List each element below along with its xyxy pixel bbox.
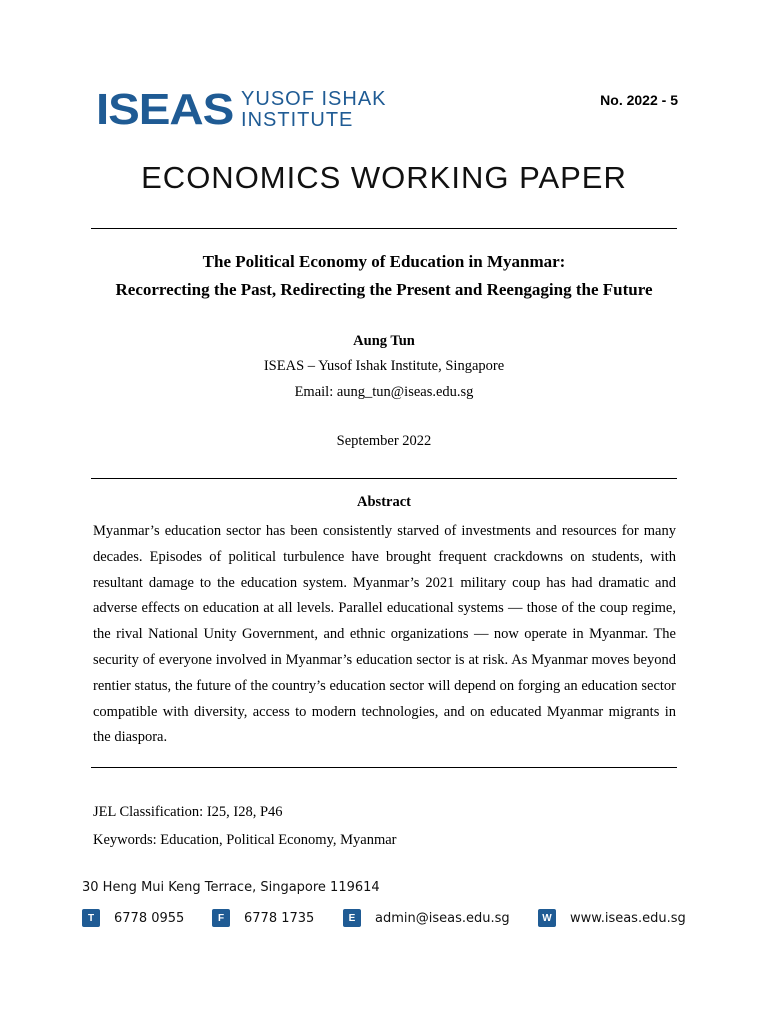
series-title: ECONOMICS WORKING PAPER: [141, 160, 627, 195]
web-icon: W: [538, 909, 556, 927]
abstract-text: Myanmar’s education sector has been consistently starved of investments and resources for many decades. Episodes of political turbulence have brought frequent crackdowns on students, with resultant damage to the education system. Myanmar’s 2021 military coup has had dramatic and adverse effects on education at all levels. Parallel educational systems — those of the coup regime, the rival National Unity Government, and ethnic organizations — now operate in Myanmar. The security of everyone involved in Myanmar’s education sector is at risk. As Myanmar moves beyond rentier status, the future of the country’s education sector will depend on forging an education sector compatible with diversity, access to modern technologies, and on educated Myanmar migrants in the diaspora.: [93, 523, 676, 746]
logo-mark: ISEAS: [96, 85, 234, 134]
website-link[interactable]: www.iseas.edu.sg: [570, 910, 686, 926]
logo-text: [241, 89, 386, 131]
contact-website: [538, 909, 686, 927]
divider-top: [91, 228, 677, 229]
title-line-1: The Political Economy of Education in Myanmar:: [202, 252, 566, 271]
title-line-2: Recorrecting the Past, Redirecting the Present and Reengaging the Future: [115, 280, 653, 299]
contact-telephone: [82, 909, 184, 927]
footer-address: 30 Heng Mui Keng Terrace, Singapore 119614: [82, 880, 380, 895]
author-email: Email: aung_tun@iseas.edu.sg: [294, 384, 474, 400]
paper-title: [91, 248, 677, 304]
keywords: Keywords: Education, Political Economy, Myanmar: [93, 832, 397, 848]
fax-icon: F: [212, 909, 230, 927]
paper-number: No. 2022 - 5: [600, 92, 678, 108]
email-icon: E: [343, 909, 361, 927]
contact-email: [343, 909, 510, 927]
fax-number: 6778 1735: [244, 910, 315, 926]
author-affiliation: ISEAS – Yusof Ishak Institute, Singapore: [263, 358, 505, 374]
divider-abstract-bottom: [91, 767, 677, 768]
abstract-heading: Abstract: [357, 494, 411, 510]
iseas-logo: [96, 85, 387, 134]
jel-classification: JEL Classification: I25, I28, P46: [93, 804, 283, 820]
divider-abstract-top: [91, 478, 677, 479]
publication-date: September 2022: [336, 433, 432, 449]
email-address[interactable]: admin@iseas.edu.sg: [375, 910, 510, 926]
contact-fax: [212, 909, 314, 927]
author-name: Aung Tun: [353, 333, 415, 349]
telephone-number: 6778 0955: [114, 910, 185, 926]
logo-line-2: INSTITUTE: [241, 109, 354, 131]
logo-line-1: YUSOF ISHAK: [241, 88, 387, 110]
telephone-icon: T: [82, 909, 100, 927]
